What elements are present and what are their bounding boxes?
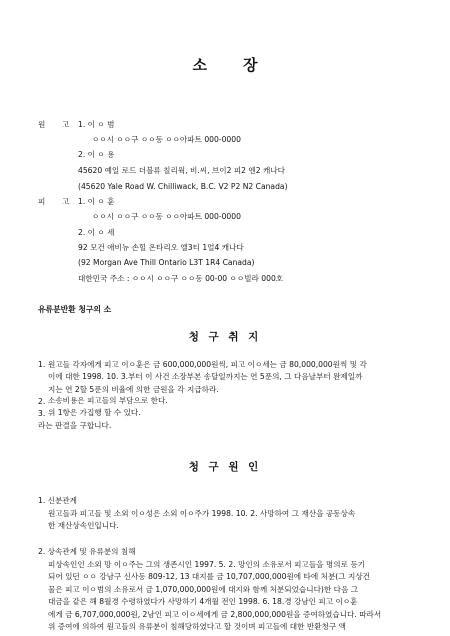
document-title bbox=[0, 54, 450, 75]
claim-purpose-heading: 청 구 취 지 bbox=[188, 331, 262, 343]
cause-line: 한 재산상속인입니다. bbox=[48, 521, 119, 531]
claim-closing: 라는 판결을 구합니다. bbox=[38, 421, 112, 430]
claim-item-number: 2. bbox=[38, 397, 46, 406]
plaintiff-1-name: 1. 이 ㅇ 범 bbox=[78, 120, 115, 129]
plaintiff-role-label: 원 고 bbox=[38, 120, 70, 129]
title-char: 소 bbox=[192, 56, 207, 74]
cause-line: 에게 금 6,707,000,000원, 2남인 피고 이ㅇ세에게 금 2,800,000,000원을 증여하였습니다. 따라서 bbox=[48, 609, 382, 619]
claim-item-2: 소송비용은 피고들의 부담으로 한다. bbox=[48, 396, 168, 405]
cause-line: 피상속인인 소외 망 이ㅇ주는 그의 생존시인 1997. 5. 2. 망인의 소유로서 피고들을 명의로 등기 bbox=[48, 560, 366, 569]
defendant-1-name: 1. 이 ㅇ 훈 bbox=[78, 197, 115, 206]
plaintiff-1-address: ㅇㅇ시 ㅇㅇ구 ㅇㅇ동 ㅇㅇ아파트 000-0000 bbox=[92, 135, 241, 144]
cause-line: 위 증여에 의하여 원고들의 유류분이 침해당하였다고 할 것이며 피고들에 대한 반환청구 액 bbox=[48, 622, 346, 632]
claim-item-number: 1. bbox=[38, 360, 46, 369]
claim-item-1-line: 지는 연 2할 5푼의 비율에 의한 금원을 각 지급하라. bbox=[48, 384, 219, 394]
cause-section-2-body bbox=[48, 559, 428, 633]
cause-section-2-title: 2. 상속관계 및 유류분의 침해 bbox=[38, 547, 136, 556]
cause-line: 대금을 같은 해 8월경 수령하였다가 사망하기 4개월 전인 1998. 6. 18.경 강남인 피고 이ㅇ훈 bbox=[48, 597, 358, 607]
claim-item-number: 3. bbox=[38, 409, 46, 418]
claim-item-1 bbox=[48, 359, 420, 396]
defendant-2-address-korea: 대한민국 주소 : ㅇㅇ시 ㅇㅇ구 ㅇㅇ동 00-00 ㅇㅇ빌라 000호 bbox=[78, 274, 284, 283]
plaintiff-2-name: 2. 이 ㅇ 용 bbox=[78, 150, 115, 159]
title-char: 장 bbox=[243, 56, 258, 74]
cause-section-1-body bbox=[48, 508, 428, 533]
plaintiff-2-address-ko: 45620 예일 로드 더블류 칠리웍, 비.씨, 브이2 피2 엔2 캐나다 bbox=[78, 166, 285, 175]
cause-line: 되어 있던 ㅇㅇ 강남구 신사동 809-12, 13 대지를 금 10,707,000,000원에 타에 처분(그 지상건 bbox=[48, 572, 371, 582]
claim-item-3: 위 1항은 가집행 할 수 있다. bbox=[48, 408, 141, 417]
defendant-role-label: 피 고 bbox=[38, 197, 70, 206]
cause-section-1-title: 1. 신분관계 bbox=[38, 496, 78, 505]
defendant-2-address-en: (92 Morgan Ave Thill Ontario L3T 1R4 Canada) bbox=[78, 258, 255, 267]
case-name: 유류분반환 청구의 소 bbox=[38, 305, 112, 314]
defendant-2-address-ko: 92 모건 애비뉴 손힐 온타리오 엘3티 1얼4 캐나다 bbox=[78, 243, 244, 252]
claim-item-1-line: 이에 대한 1998. 10. 3.부터 이 사건 소장부본 송달일까지는 연 5푼의, 그 다음날부터 완제일까 bbox=[48, 372, 363, 382]
cause-line: 원고들과 피고들 및 소외 이ㅇ성은 소외 이ㅇ주가 1998. 10. 2. 사망하여 그 재산을 공동상속 bbox=[48, 509, 356, 518]
defendant-1-address: ㅇㅇ시 ㅇㅇ구 ㅇㅇ동 ㅇㅇ아파트 000-0000 bbox=[92, 212, 241, 221]
defendant-2-name: 2. 이 ㅇ 세 bbox=[78, 228, 115, 237]
cause-line: 물은 피고 이ㅇ범의 소유로서 금 1,070,000,000원에 대지와 함께 처분되었습니다)한 다음 그 bbox=[48, 584, 359, 594]
plaintiff-2-address-en: (45620 Yale Road W. Chilliwack, B.C. V2 P2 N2 Canada) bbox=[78, 182, 288, 191]
claim-item-1-line: 원고들 각자에게 피고 이ㅇ훈은 금 600,000,000원씩, 피고 이ㅇ세는 금 80,000,000원씩 및 각 bbox=[48, 360, 367, 369]
claim-cause-heading: 청 구 원 인 bbox=[188, 461, 262, 473]
